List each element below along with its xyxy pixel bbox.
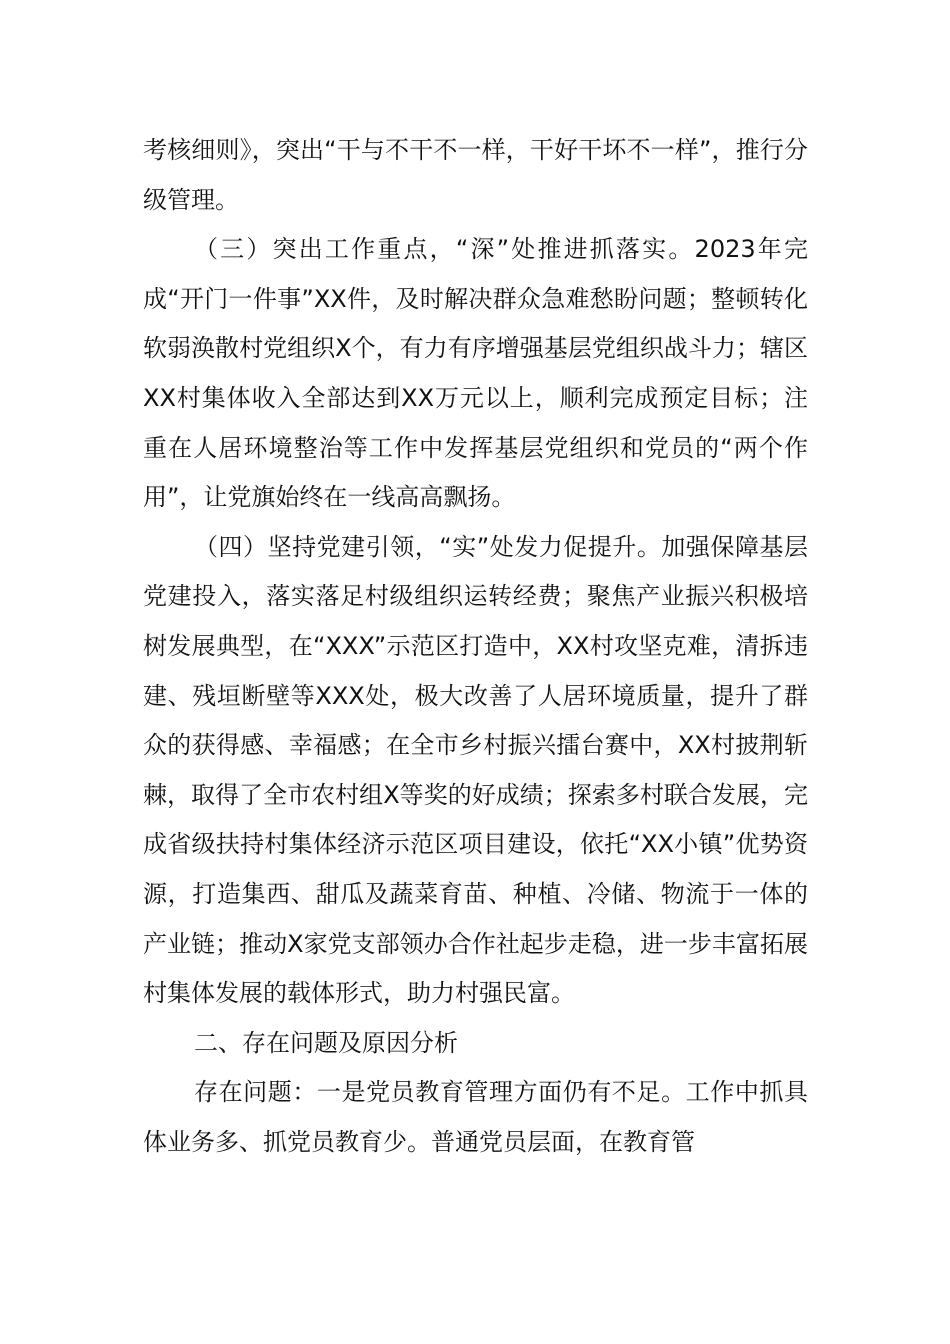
document-body [143, 126, 808, 1167]
section-heading: 二、存在问题及原因分析 [194, 1028, 458, 1057]
paragraph-problems: 存在问题：一是党员教育管理方面仍有不足。工作中抓具体业务多、抓党员教育少。普通党员层面，在教育管 [143, 1078, 808, 1156]
paragraph-continuation: 考核细则》，突出“干与不干不一样，干好干坏不一样”，推行分级管理。 [143, 136, 808, 214]
paragraph-section-three: （三）突出工作重点，“深”处推进抓落实。2023年完成“开门一件事”XX件，及时解决群众急难愁盼问题；整顿转化软弱涣散村党组织X个，有力有序增强基层党组织战斗力；辖区XX村集体收入全部达到XX万元以上，顺利完成预定目标；注重在人居环境整治等工作中发挥基层党组织和党员的“两个作用”，让党旗始终在一线高高飘扬。 [143, 235, 808, 512]
paragraph-section-four: （四）坚持党建引领，“实”处发力促提升。加强保障基层党建投入，落实落足村级组织运转经费；聚焦产业振兴积极培树发展典型，在“XXX”示范区打造中，XX村攻坚克难，清拆违建、残垣断壁等XXX处，极大改善了人居环境质量，提升了群众的获得感、幸福感；在全市乡村振兴擂台赛中，XX村披荆斩棘，取得了全市农村组X等奖的好成绩；探索多村联合发展，完成省级扶持村集体经济示范区项目建设，依托“XX小镇”优势资源，打造集西、甜瓜及蔬菜育苗、种植、冷储、物流于一体的产业链；推动X家党支部领办合作社起步走稳，进一步丰富拓展村集体发展的载体形式，助力村强民富。 [143, 532, 808, 1008]
